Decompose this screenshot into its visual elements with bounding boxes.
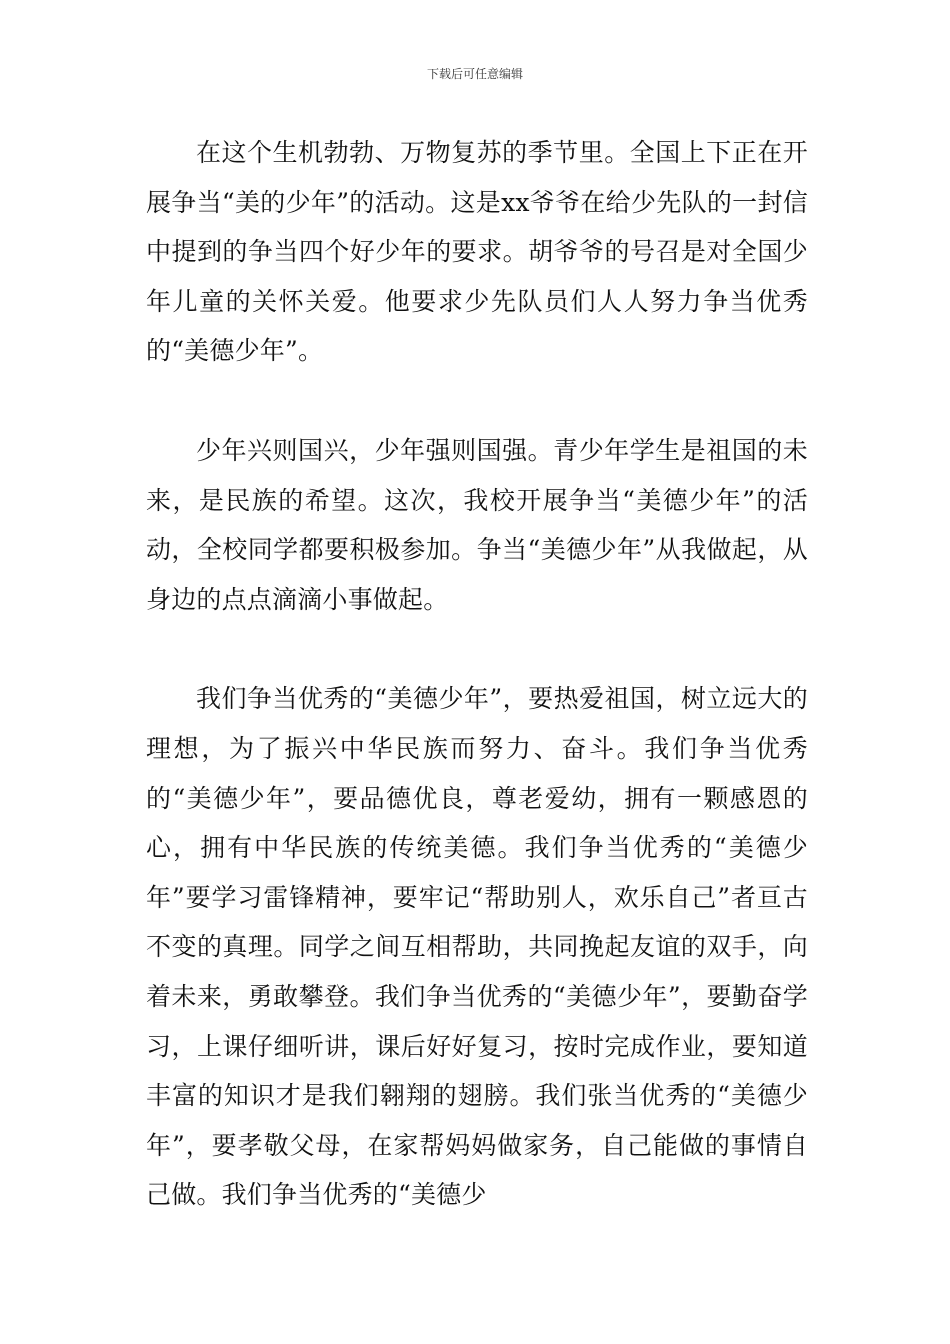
paragraph-2: 少年兴则国兴，少年强则国强。青少年学生是祖国的未来，是民族的希望。这次，我校开展争当“美德少年”的活动，全校同学都要积极参加。争当“美德少年”从我做起，从身边的点点滴滴小事做起。	[146, 435, 808, 614]
header-note: 下载后可任意编辑	[426, 67, 523, 81]
paragraph-1: 在这个生机勃勃、万物复苏的季节里。全国上下正在开展争当“美的少年”的活动。这是xx爷爷在给少先队的一封信中提到的争当四个好少年的要求。胡爷爷的号召是对全国少年儿童的关怀关爱。他要求少先队员们人人努力争当优秀的“美德少年”。	[146, 138, 808, 366]
document-body	[146, 128, 808, 1220]
paragraph-3: 我们争当优秀的“美德少年”，要热爱祖国，树立远大的理想，为了振兴中华民族而努力、奋斗。我们争当优秀的“美德少年”，要品德优良，尊老爱幼，拥有一颗感恩的心，拥有中华民族的传统美德。我们争当优秀的“美德少年”要学习雷锋精神，要牢记“帮助别人，欢乐自己”者亘古不变的真理。同学之间互相帮助，共同挽起友谊的双手，向着未来，勇敢攀登。我们争当优秀的“美德少年”，要勤奋学习，上课仔细听讲，课后好好复习，按时完成作业，要知道丰富的知识才是我们翱翔的翅膀。我们张当优秀的“美德少年”，要孝敬父母，在家帮妈妈做家务，自己能做的事情自己做。我们争当优秀的“美德少	[146, 684, 808, 1210]
